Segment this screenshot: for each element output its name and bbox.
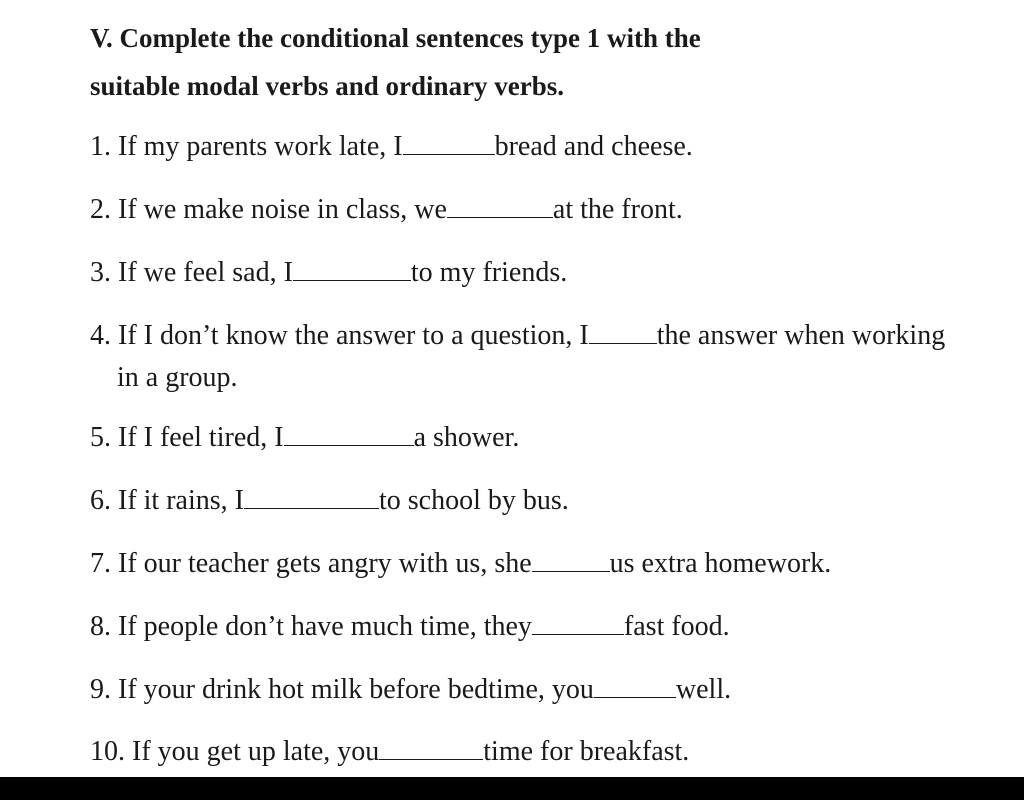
exercise-item-4-continuation: in a group. <box>117 362 238 393</box>
item-text-before: If I don’t know the answer to a question, I <box>118 320 589 351</box>
item-text-after: the answer when working <box>656 320 946 351</box>
item-text-after: a shower. <box>413 422 520 453</box>
exercise-item-7 <box>90 547 831 581</box>
answer-blank[interactable] <box>403 130 495 155</box>
exercise-title-line-2: suitable modal verbs and ordinary verbs. <box>90 71 565 101</box>
answer-blank[interactable] <box>532 610 624 635</box>
exercise-item-5 <box>90 421 519 455</box>
item-number: 4. <box>90 320 111 351</box>
answer-blank[interactable] <box>532 547 610 572</box>
exercise-item-10 <box>90 735 689 769</box>
item-text-before: If it rains, I <box>118 485 244 516</box>
exercise-title-line-1: V. Complete the conditional sentences type 1 with the <box>90 23 701 53</box>
item-number: 2. <box>90 194 111 225</box>
item-text-after: to my friends. <box>410 257 568 288</box>
answer-blank[interactable] <box>589 319 657 344</box>
item-number: 3. <box>90 257 111 288</box>
answer-blank[interactable] <box>244 484 379 509</box>
exercise-item-1 <box>90 130 693 164</box>
exercise-item-4 <box>90 319 945 353</box>
item-text-after: us extra homework. <box>609 548 832 579</box>
item-text-after: to school by bus. <box>378 485 569 516</box>
item-number: 7. <box>90 548 111 579</box>
answer-blank[interactable] <box>379 735 483 760</box>
item-text-before: If people don’t have much time, they <box>118 611 532 642</box>
answer-blank[interactable] <box>293 256 411 281</box>
item-number: 1. <box>90 131 111 162</box>
item-number: 9. <box>90 674 111 705</box>
item-text-before: If we feel sad, I <box>118 257 293 288</box>
exercise-item-6 <box>90 484 569 518</box>
answer-blank[interactable] <box>594 673 676 698</box>
item-text-before: If my parents work late, I <box>118 131 403 162</box>
answer-blank[interactable] <box>447 193 553 218</box>
item-text-after: fast food. <box>623 611 730 642</box>
item-number: 5. <box>90 422 111 453</box>
answer-blank[interactable] <box>284 421 414 446</box>
bottom-black-bar <box>0 777 1024 800</box>
item-text-before: If I feel tired, I <box>118 422 284 453</box>
item-text-after: at the front. <box>552 194 683 225</box>
exercise-item-9 <box>90 673 731 707</box>
exercise-item-3 <box>90 256 567 290</box>
item-text-after: bread and cheese. <box>494 131 693 162</box>
item-text-before: If your drink hot milk before bedtime, you <box>118 674 594 705</box>
item-number: 8. <box>90 611 111 642</box>
item-text-before: If our teacher gets angry with us, she <box>118 548 532 579</box>
item-text-before: If we make noise in class, we <box>118 194 447 225</box>
exercise-item-8 <box>90 610 730 644</box>
item-number: 10. <box>90 736 125 767</box>
exercise-item-2 <box>90 193 683 227</box>
item-text-before: If you get up late, you <box>132 736 380 767</box>
item-text-after: well. <box>675 674 732 705</box>
item-number: 6. <box>90 485 111 516</box>
item-text-after: time for breakfast. <box>483 736 690 767</box>
